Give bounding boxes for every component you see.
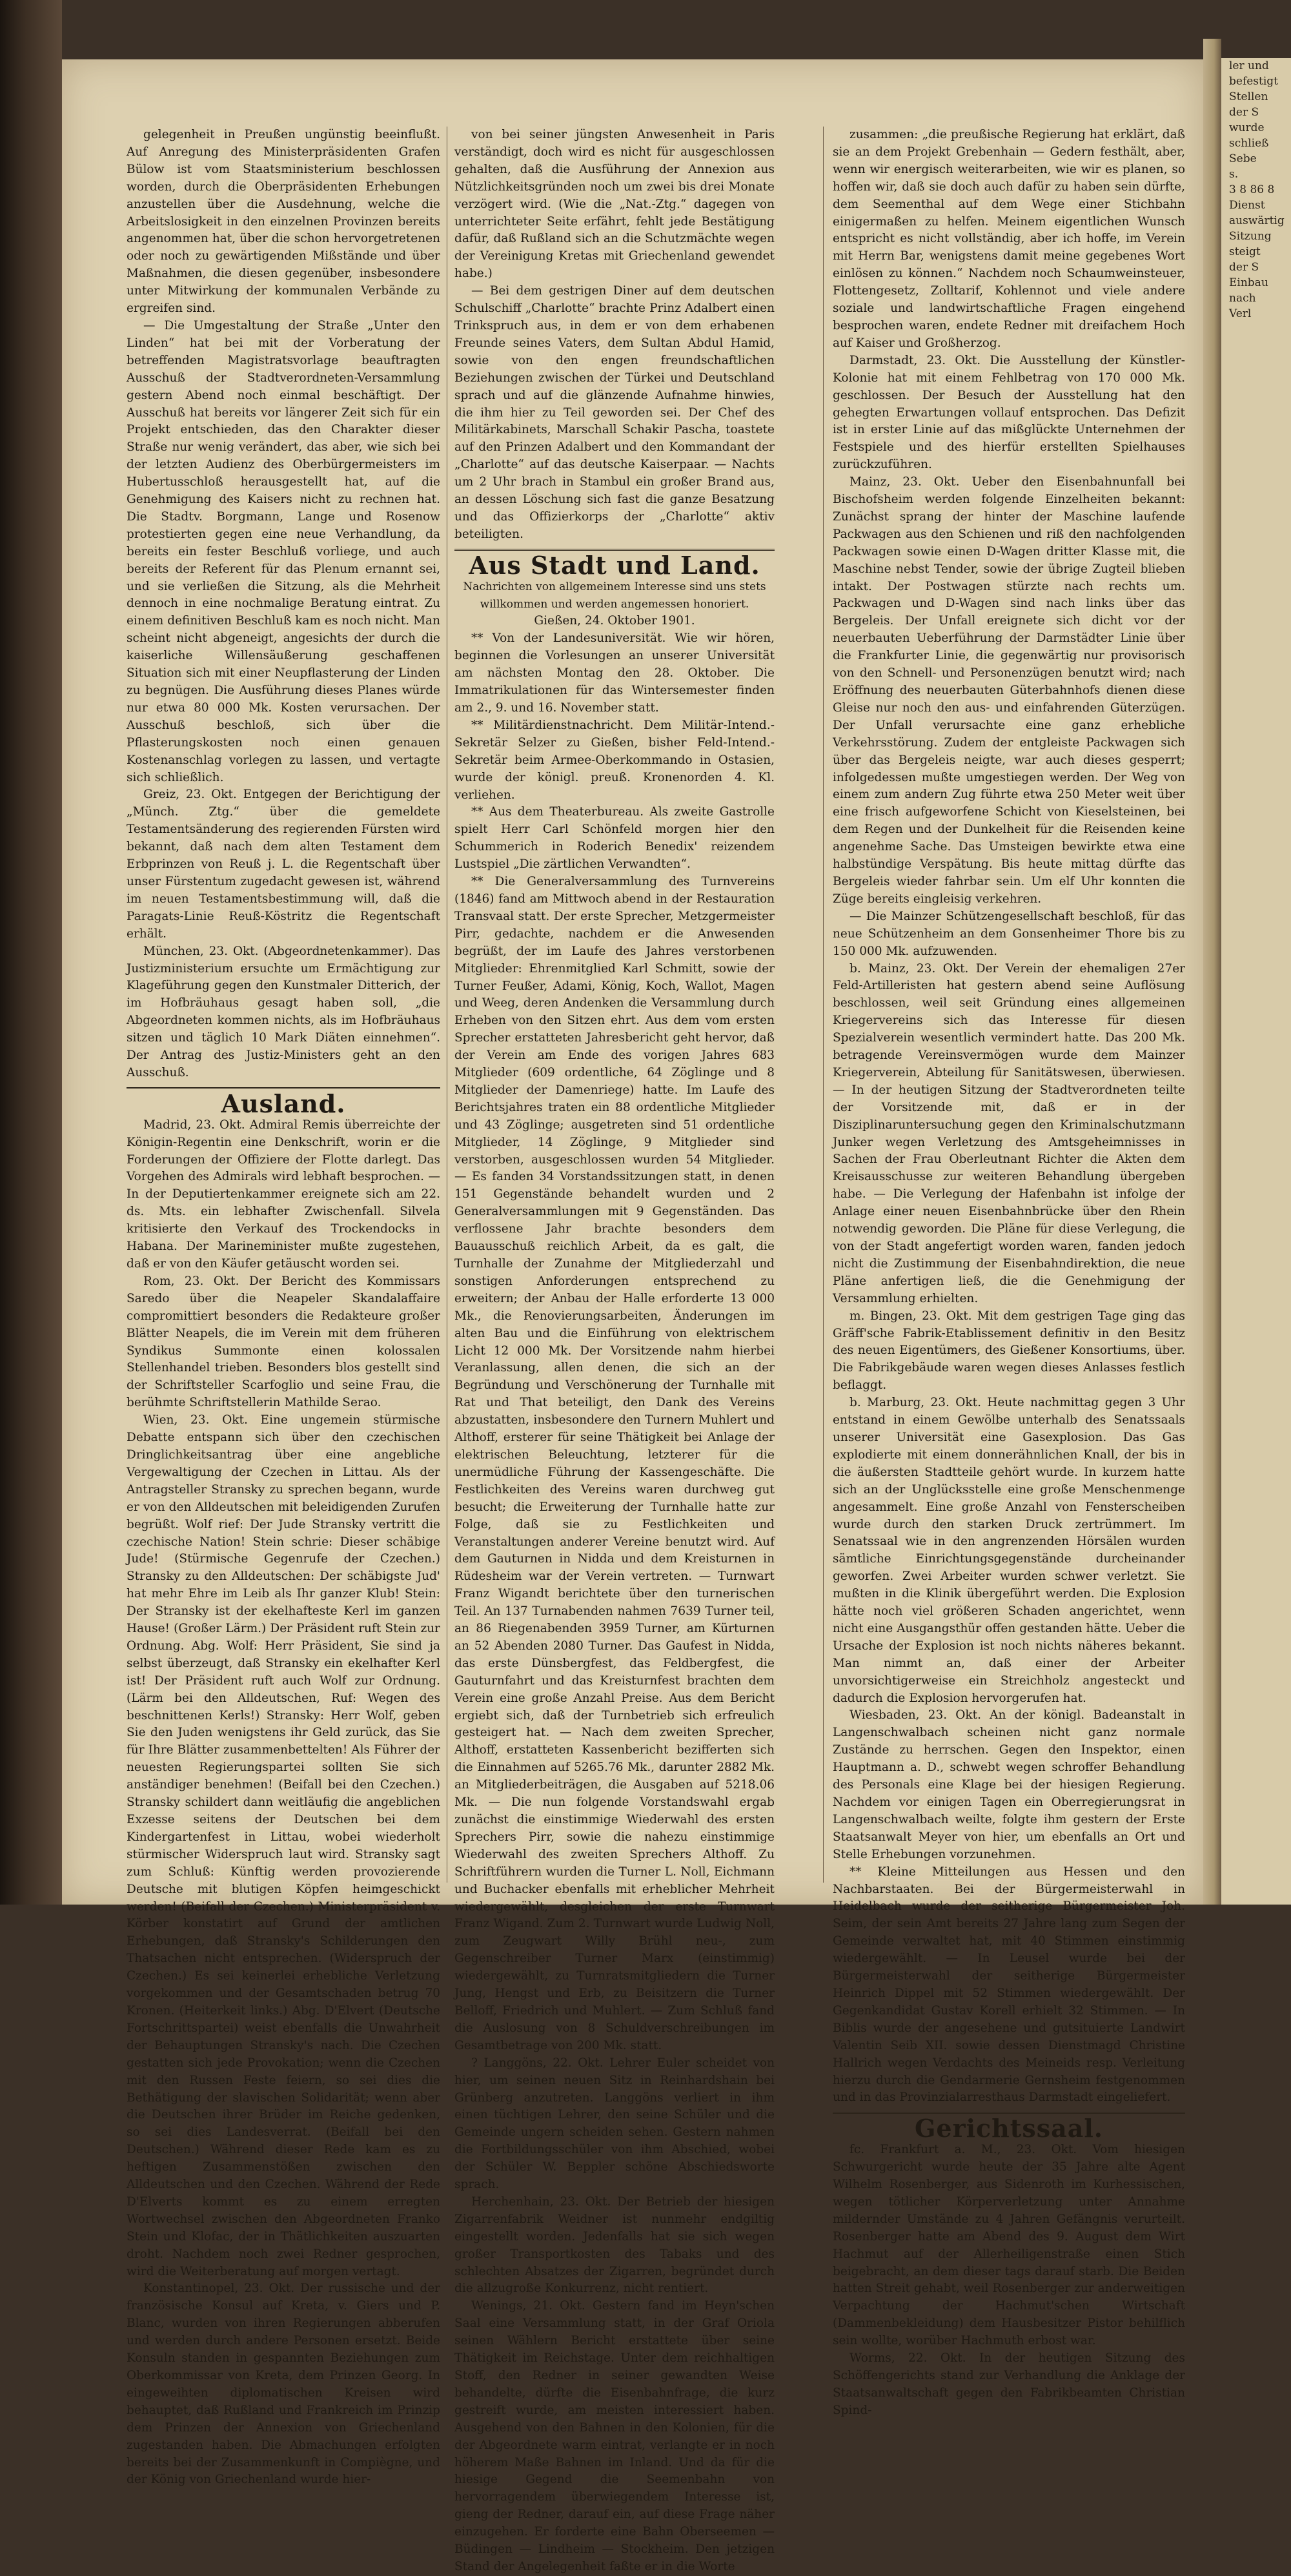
article-paragraph: Greiz, 23. Okt. Entgegen der Berichtigung der „Münch. Ztg.“ über die gemeldete Testamentsänderung des regierenden Fürsten wird bekannt, daß nach dem alten Testament dem Erbprinzen von Reuß j. L. die Regentschaft über unser Fürstentum zugedacht gewesen ist, während im neuen Testamentsbestimmung will, daß die Paragats-Linie Reuß-Köstritz die Regentschaft erhält. — [127, 788, 440, 941]
adjacent-page-line: Stellen — [1229, 90, 1268, 103]
article-paragraph: b. Marburg, 23. Okt. Heute nachmittag gegen 3 Uhr entstand in einem Gewölbe unterhalb des Senatssaals unserer Universität eine Gasexplosion. Das Gas explodierte mit einem donnerähnlichen Knall, der bis in die äußersten Stadtteile gehört wurde. In kurzem hatte sich an der Unglücksstelle eine große Menschenmenge angesammelt. Eine große Anzahl von Fensterscheiben wurde durch den starken Druck zertrümmert. Im Senatssaal wie in den angrenzenden Hörsälen wurden sämtliche Einrichtungsgegenstände durcheinander geworfen. Zwei Arbeiter wurden schwer verletzt. Sie mußten in die Klinik übergeführt werden. Die Explosion hätte noch viel größeren Schaden angerichtet, wenn nicht eine Ausgangsthür offen gestanden hätte. Ueber die Ursache der Explosion ist noch nichts näheres bekannt. Man nimmt an, daß einer der Arbeiter unvorsichtigerweise ein Streichholz angesteckt und dadurch die Explosion hervorgerufen hat. — [833, 1396, 1185, 1705]
article-paragraph: Wien, 23. Okt. Eine ungemein stürmische Debatte entspann sich über den czechischen Dringlichkeitsantrag über eine angebliche Vergewaltigung der Czechen in Littau. Als der Antragsteller Stransky zu sprechen begann, wurde er von den Alldeutschen mit beleidigenden Zurufen begrüßt. Wolf rief: Der Jude Stransky vertritt die czechische Nation! Stein schrie: Dieser schäbige Jude! (Stürmische Gegenrufe der Czechen.) Stransky zu den Alldeutschen: Der schäbigste Jud' hat mehr Ehre im Leib als Ihr ganzer Klub! Stein: Der Stransky ist der ekelhafteste Kerl im ganzen Hause! (Großer Lärm.) Der Präsident ruft Stein zur Ordnung. Abg. Wolf: Herr Präsident, Sie sind ja selbst überzeugt, daß Stransky ein ekelhafter Kerl ist! Der Präsident ruft auch Wolf zur Ordnung. (Lärm bei den Alldeutschen, Ruf: Wegen des beschnittenen Kerls!) Stransky: Herr Wolf, geben Sie den Juden wenigstens ihr Geld zurück, das Sie für Ihre Blätter zusammenbettelten! Als Führer der neuesten Regierungspartei sollten Sie sich anständiger benehmen! (Beifall bei den Czechen.) Stransky schildert dann weitläufig die angeblichen Exzesse seitens der Deutschen bei dem Kindergartenfest in Littau, wobei wiederholt stürmischer Widerspruch laut wird. Stransky sagt zum Schluß: Künftig werden provozierende Deutsche mit blutigen Köpfen heimgeschickt werden! (Beifall der Czechen.) Ministerpräsident v. Körber konstatirt auf Grund der amtlichen Erhebungen, daß Stransky's Schilderungen den Thatsachen nicht entsprechen. (Widerspruch der Czechen.) Es sei keinerlei erhebliche Verletzung vorgekommen und der Gesamtschaden betrug 70 Kronen. (Heiterkeit links.) Abg. D'Elvert (Deutsche Fortschrittspartei) weist ebenfalls die Unwahrheit der Behauptungen Stransky's nach. Die Czechen gestatten sich jede Provokation; wenn die Czechen mit den Russen Feste feiern, so sei dies die Bethätigung der slavischen Solidarität; wenn aber die Deutschen ihrer Brüder im Reiche gedenken, so sei dies Landesverrat. (Beifall bei den Deutschen.) Während dieser Rede kam es zu heftigen Zusammenstößen zwischen den Alldeutschen und den Czechen. Während der Rede D'Elverts kommt es zu einem erregten Wortwechsel zwischen den Abgeordneten Franko Stein und Klofac, der in Thätlichkeiten auszuarten droht. Nachdem noch zwei Redner gesprochen, wird die Weiterberatung auf morgen vertagt. — [127, 1413, 440, 2278]
adjacent-page-line: 3 8 86 8 — [1229, 183, 1275, 196]
article-paragraph: — Die Mainzer Schützengesellschaft beschloß, für das neue Schützenheim an dem Gonsenheimer Thore bis zu 150 000 Mk. aufzuwenden. — [833, 909, 1185, 958]
article-paragraph: ** Aus dem Theaterbureau. Als zweite Gastrolle spielt Herr Carl Schönfeld morgen hier den Schummerich in Roderich Benedix' reizendem Lustspiel „Die zärtlichen Verwandten“. — [454, 805, 775, 872]
article-paragraph: Worms, 22. Okt. In der heutigen Sitzung des Schöffengerichts stand zur Verhandlung die Anklage der Staatsanwaltschaft gegen den Fabrikbeamten Christian Spind- — [833, 2351, 1185, 2417]
article-paragraph: von bei seiner jüngsten Anwesenheit in Paris verständigt, doch wird es nicht für ausgeschlossen gehalten, daß die Ausführung der Annexion aus Nützlichkeitsgründen noch um zwei bis drei Monate verzögert wird. (Wie die „Nat.-Ztg.“ dagegen von unterrichteter Seite erfährt, fehlt jede Bestätigung dafür, daß Rußland sich an die Schutzmächte wegen der Vereinigung Kretas mit Griechenland gewendet habe.) — [454, 128, 775, 281]
article-paragraph: München, 23. Okt. (Abgeordnetenkammer). Das Justizministerium ersuchte um Ermächtigung zur Klageführung gegen den Kunstmaler Ditterich, der im Hofbräuhaus gesagt haben soll, „die Abgeordneten kommen nichts, als im Hofbräuhaus sitzen und täglich 10 Mark Diäten einnehmen“. Der Antrag des Justiz-Ministers geht an den Ausschuß. — [127, 944, 440, 1079]
section-heading-gerichtssaal: Gerichtssaal. — [914, 2114, 1104, 2143]
article-paragraph: ** Die Generalversammlung des Turnvereins (1846) fand am Mittwoch abend in der Restauration Transvaal statt. Der erste Sprecher, Metzgermeister Pirr, gedachte, nachdem er die Anwesenden begrüßt, der im Laufe des Jahres verstorbenen Mitglieder: Ehrenmitglied Karl Schmitt, sowie der Turner Feußer, Adami, König, Koch, Wallot, Magen und Weeg, deren Andenken die Versammlung durch Erheben von den Sitzen ehrt. Aus dem vom ersten Sprecher erstatteten Jahresbericht geht hervor, daß der Verein am Ende des vorigen Jahres 683 Mitglieder (609 ordentliche, 64 Zöglinge und 8 Mitglieder der Damenriege) hatte. Im Laufe des Berichtsjahres traten ein 88 ordentliche Mitglieder und 43 Zöglinge; ausgetreten sind 51 ordentliche Mitglieder, 14 Zöglinge, 9 Mitglieder sind verstorben, ausgeschlossen wurden 54 Mitglieder. — Es fanden 34 Vorstandssitzungen statt, in denen 151 Gegenstände behandelt wurden und 2 Generalversammlungen mit 9 Gegenständen. Das verflossene Jahr brachte besonders dem Bauausschuß reichlich Arbeit, da es galt, die Turnhalle der Zunahme der Mitgliederzahl und sonstigen Anforderungen entsprechend zu erweitern; der Anbau der Halle erforderte 13 000 Mk., die Renovierungsarbeiten, Änderungen im alten Bau und die Einführung von elektrischem Licht 12 000 Mk. Der Vorsitzende nahm hierbei Veranlassung, allen denen, die sich an der Begründung und Verschönerung der Turnhalle mit Rat und That beteiligt, den Dank des Vereins abzustatten, insbesondere den Turnern Muhlert und Althoff, ersterer für seine Thätigkeit bei Anlage der elektrischen Beleuchtung, letzterer für die unermüdliche Führung der Kassengeschäfte. Die Festlichkeiten des Vereins waren durchweg gut besucht; die Erweiterung der Turnhalle hatte zur Folge, daß sie zu Festlichkeiten und Veranstaltungen anderer Vereine benutzt wird. Auf dem Gauturnen in Nidda und dem Kreisturnen in Rüdesheim war der Verein vertreten. — Turnwart Franz Wigandt berichtete über den turnerischen Teil. An 137 Turnabenden nahmen 7639 Turner teil, an 86 Riegenabenden 3959 Turner, am Kürturnen an 52 Abenden 2080 Turner. Das Gaufest in Nidda, das erste Dünsbergfest, das Feldbergfest, die Gauturnfahrt und das Kreisturnfest brachten dem Verein eine große Anzahl Preise. Aus dem Bericht ergiebt sich, daß der Turnbetrieb sich erfreulich gesteigert hat. — Nach dem zweiten Sprecher, Althoff, erstatteten Kassenbericht bezifferten sich die Einnahmen auf 5265.76 Mk., darunter 2882 Mk. an Mitgliederbeiträgen, die Ausgaben auf 5218.06 Mk. — Die nun folgende Vorstandswahl ergab zunächst die einstimmige Wiederwahl des ersten Sprechers Pirr, sowie die nahezu einstimmige Wiederwahl des zweiten Sprechers Althoff. Zu Schriftführern wurden die Turner L. Noll, Eichmann und Buchacker ebenfalls mit erheblicher Mehrheit wiedergewählt, desgleichen der erste Turnwart Franz Wigand. Zum 2. Turnwart wurde Ludwig Noll, zum Zeugwart Willy Brühl neu-, zum Gegenschreiber Turner Marx (einstimmig) wiedergewählt, zu Turnratsmitgliedern die Turner Jung, Hengst und Erb, zu Beisitzern die Turner Belloff, Friedrich und Muhlert. — Zum Schluß fand die Auslosung von 8 Schuldverschreibungen im Gesamtbetrage von 200 Mk. statt. — [454, 875, 775, 2052]
adjacent-page-line: ler und — [1229, 59, 1269, 72]
article-paragraph: Konstantinopel, 23. Okt. Der russische und der französische Konsul auf Kreta, v. Giers und P. Blanc, wurden von ihren Regierungen abberufen und werden durch andere Personen ersetzt. Beide Konsuln standen in gespannten Beziehungen zum Oberkommissar von Kreta, dem Prinzen Georg. In eingeweihten diplomatischen Kreisen wird behauptet, daß Rußland und Frankreich im Prinzip dem Prinzen der Annexion von Griechenland zugestanden haben. Die Abmachungen erfolgten bereits bei der Zusammenkunft in Compiègne, und der König von Griechenland wurde hier- — [127, 2282, 440, 2487]
adjacent-page-line: Sebe — [1229, 152, 1257, 165]
adjacent-page-line: Dienst — [1229, 199, 1265, 212]
article-paragraph: Darmstadt, 23. Okt. Die Ausstellung der Künstler-Kolonie hat mit einem Fehlbetrag von 170 000 Mk. geschlossen. Der Besuch der Ausstellung hat den gehegten Erwartungen vollauf entsprochen. Das Defizit ist in erster Linie auf das mißglückte Unternehmen der Festspiele und des hierfür erstellten Spielhauses zurückzuführen. — [833, 353, 1185, 472]
section-heading-ausland: Ausland. — [221, 1089, 346, 1118]
page-edge — [1203, 39, 1221, 1905]
article-paragraph: Mainz, 23. Okt. Ueber den Eisenbahnunfall bei Bischofsheim werden folgende Einzelheiten bekannt: Zunächst sprang der hinter der Maschine laufende Packwagen aus den Schienen und riß den nachfolgenden Packwagen sowie einen D-Wagen dritter Klasse mit, die Maschine nebst Tender, sowie der übrige Zugteil blieben intakt. Der Postwagen stürzte nach rechts um. Packwagen und D-Wagen sind nach links über das Bergeleis. Der Unfall ereignete sich dicht vor der neuerbauten Ueberführung der Darmstädter Linie über die Frankfurter Linie, die gegenwärtig nur provisorisch von den Schnell- und Personenzügen benutzt wird; nach Eröffnung des neuerbauten Güterbahnhofs dienen diese Gleise nur noch den aus- und einfahrenden Güterzügen. Der Unfall verursachte eine ganz erhebliche Verkehrsstörung. Zudem der entgleiste Packwagen sich über das Bergeleis neigte, war auch dieses gesperrt; infolgedessen mußte umgestiegen werden. Der Weg von einem zum andern Zug führte etwa 250 Meter weit über eine frisch aufgeworfene Schicht von Kieselsteinen, bei dem Regen und der Dunkelheit für die Reisenden keine angenehme Sache. Das Umsteigen bewirkte etwa eine halbstündige Verspätung. Bis heute mittag dürfte das Bergeleis wieder fahrbar sein. Um elf Uhr konnten die Züge bereits eingleisig verkehren. — [833, 475, 1185, 906]
article-paragraph: — Die Umgestaltung der Straße „Unter den Linden“ hat bei mit der Vorberatung der betreffenden Magistratsvorlage beauftragten Ausschuß der Stadtverordneten-Versammlung gestern Abend noch einmal beschäftigt. Der Ausschuß hat bereits vor längerer Zeit sich für ein Projekt entschieden, das den Charakter dieser Straße nur wenig verändert, das aber, wie sich bei der letzten Audienz des Oberbürgermeisters im Hubertusschloß herausgestellt hat, auf die Genehmigung des Kaisers nicht zu rechnen hat. Die Stadtv. Borgmann, Lange und Rosenow protestierten gegen eine neue Verhandlung, da bereits ein fester Beschluß vorliege, und auch bereits der Referent für das Plenum ernannt sei, und sie verließen die Sitzung, als die Mehrheit dennoch in eine nochmalige Beratung eintrat. Zu einem definitiven Beschluß kam es noch nicht. Man scheint nicht abgeneigt, angesichts der durch die kaiserliche Willensäußerung geschaffenen Situation sich mit einer Neupflasterung der Linden zu begnügen. Die Ausführung dieses Planes würde nur etwa 80 000 Mk. Kosten verursachen. Der Ausschuß beschloß, sich über die Pflasterungskosten noch einen genauen Kostenanschlag vorlegen zu lassen, und vertagte sich schließlich. — [127, 318, 440, 784]
article-paragraph: Herchenhain, 23. Okt. Der Betrieb der hiesigen Zigarrenfabrik Weidner ist nunmehr endgiltig eingestellt worden. Jedenfalls hat sie sich wegen großer Transportkosten des Tabaks und des schlechten Absatzes der Zigarren, begründet durch die allzugroße Konkurrenz, nicht rentiert. — [454, 2194, 775, 2296]
adjacent-page-line: wurde — [1229, 121, 1265, 134]
column-1 — [127, 127, 440, 2489]
article-paragraph: ** Militärdienstnachricht. Dem Militär-Intend.-Sekretär Selzer zu Gießen, bisher Feld-Intend.-Sekretär beim Armee-Oberkommando in Ostasien, wurde der königl. preuß. Kronenorden 4. Kl. verliehen. — [454, 718, 775, 802]
article-paragraph: m. Bingen, 23. Okt. Mit dem gestrigen Tage ging das Gräff'sche Fabrik-Etablissement definitiv in den Besitz des neuen Eigentümers, des Gießener Konsortiums, über. Die Fabrikgebäude waren wegen dieses Anlasses festlich beflaggt. — [833, 1309, 1185, 1393]
article-paragraph: zusammen: „die preußische Regierung hat erklärt, daß sie an dem Projekt Grebenhain — Gedern festhält, aber, wenn wir energisch weiterarbeiten, wie wir es planen, so hoffen wir, daß sie doch auch dafür zu haben sein dürfte, dem Seementhal auf dem Wege einer Stichbahn einigermaßen zu helfen. Meinem eigentlichen Wunsch entspricht es nicht vollständig, aber ich hoffe, im Verein mit Herrn Bar, wenigstens damit meine gegebenes Wort einlösen zu können.“ Nachdem noch Schaumweinsteuer, Flottengesetz, Zolltarif, Kohlennot und viele andere soziale und landwirtschaftliche Fragen eingehend besprochen waren, endete Redner mit dreifachem Hoch auf Kaiser und Großherzog. — [833, 128, 1185, 350]
adjacent-page-line: der S — [1229, 106, 1259, 119]
article-paragraph: Wenings, 21. Okt. Gestern fand im Heyn'schen Saal eine Versammlung statt, in der Graf Oriola seinen Wählern Bericht erstattete über seine Thätigkeit im Reichstage. Unter dem reichhaltigen Stoff, den Redner in seiner gewandten Weise behandelte, dürfte die Eisenbahnfrage, die kurz gestreift wurde, am meisten interessiert haben. Ausgehend von den Bahnen in den Kolonien, für die der Abgeordnete warm eintrat, verlangte er in noch höherem Maße Bahnen im Inland. Und da für die hiesige Gegend die Seemenbahn von hervorragendem überwiegendem Interesse ist, gieng der Redner, darauf ein, auf diese Frage näher einzugehen. Er forderte eine Bahn Oberseemen — Büdingen — Lindheim — Stockheim. Den jetzigen Stand der Angelegenheit faßte er in die Worte — [454, 2299, 775, 2573]
adjacent-page-line: auswärtig — [1229, 214, 1285, 227]
book-spine — [0, 0, 62, 1905]
article-paragraph: b. Mainz, 23. Okt. Der Verein der ehemaligen 27er Feld-Artilleristen hat gestern abend seine Auflösung beschlossen, weil seit Gründung eines allgemeinen Kriegervereins sich das Interesse für diesen Spezialverein wesentlich vermindert hatte. Das 200 Mk. betragende Vereinsvermögen wurde dem Mainzer Kriegerverein, Abteilung für Sanitätswesen, überwiesen. — In der heutigen Sitzung der Stadtverordneten teilte der Vorsitzende mit, daß er in der Disziplinaruntersuchung gegen den Kriminalschutzmann Junker wegen Verletzung des Amtsgeheimnisses in Sachen der Frau Oberleutnant Richter die Akten dem Kreisausschusse zur weiteren Behandlung übergeben habe. — Die Verlegung der Hafenbahn ist infolge der Anlage einer neuen Eisenbahnbrücke über den Rhein notwendig geworden. Die Pläne für diese Verlegung, die von der Stadt angefertigt worden waren, fanden jedoch nicht die Zustimmung der Eisenbahndirektion, die neue Pläne anfertigen ließ, die die Genehmigung der Versammlung erhielten. — [833, 961, 1185, 1305]
column-3 — [833, 127, 1185, 2420]
article-paragraph: — Bei dem gestrigen Diner auf dem deutschen Schulschiff „Charlotte“ brachte Prinz Adalbert einen Trinkspruch aus, in dem er von dem erhabenen Freunde seines Vaters, dem Sultan Abdul Hamid, sowie von den engen freundschaftlichen Beziehungen zwischen der Türkei und Deutschland sprach und auf die glänzende Aufnahme hinwies, die ihm hier zu Teil geworden sei. Der Chef des Militärkabinets, Marschall Schakir Pascha, toastete auf den Prinzen Adalbert und den Kommandant der „Charlotte“ auf das deutsche Kaiserpaar. — Nachts um 2 Uhr brach in Stambul ein großer Brand aus, an dessen Löschung sich fast die ganze Besatzung und das Offizierkorps der „Charlotte“ aktiv beteiligten. — [454, 284, 775, 541]
dateline: Gießen, 24. Oktober 1901. — [534, 614, 695, 628]
article-paragraph: fc. Frankfurt a. M., 23. Okt. Vom hiesigen Schwurgericht wurde heute der 35 Jahre alte Agent Wilhelm Rosenberger, aus Sidenroth im Kurhessischen, wegen tötlicher Körperverletzung unter Annahme mildernder Umstände zu 4 Jahren Gefängnis verurteilt. Rosenberger hatte am Abend des 9. August dem Wirt Hachmut auf der Allerheiligenstraße einen Stich beigebracht, an dem dieser tags darauf starb. Die Beiden hatten Streit gehabt, weil Rosenberger zur anderweitigen Verpachtung der Hachmut'schen Wirtschaft (Dammenbekleidung) dem Hausbesitzer Pistor behilflich sein wollte, worüber Hachmuth erbost war. — [833, 2143, 1185, 2348]
adjacent-page-line: steigt — [1229, 245, 1261, 258]
article-paragraph: Wiesbaden, 23. Okt. An der königl. Badeanstalt in Langenschwalbach scheinen nicht ganz normale Zustände zu herrschen. Gegen den Inspektor, einen Hauptmann a. D., schwebt wegen schroffer Behandlung des Personals eine Klage bei der hiesigen Regierung. Nachdem vor einigen Tagen ein Oberregierungsrat in Langenschwalbach weilte, folgte ihm gestern der Erste Staatsanwalt Meyer von hier, um ebenfalls an Ort und Stelle Erhebungen vorzunehmen. — [833, 1708, 1185, 1861]
adjacent-page-line: der S — [1229, 261, 1259, 274]
article-paragraph: ** Kleine Mitteilungen aus Hessen und den Nachbarstaaten. Bei der Bürgermeisterwahl in Heidelbach wurde der seitherige Bürgermeister Joh. Seim, der sein Amt bereits 27 Jahre lang zum Segen der Gemeinde verwaltet hat, mit 40 Stimmen einstimmig wiedergewählt. — In Leusel wurde bei der Bürgermeisterwahl der seitherige Bürgermeister Heinrich Dippel mit 52 Stimmen wiedergewählt. Der Gegenkandidat Gustav Korell erhielt 32 Stimmen. — In Biblis wurde der angesehene und gutsituierte Landwirt Valentin Seib XII. sowie dessen Dienstmagd Christine Hallrich wegen Verdachts des Meineids resp. Verleitung hierzu durch die Gendarmerie Gernsheim festgenommen und in das Provinzialarresthaus Darmstadt eingeliefert. — [833, 1865, 1185, 2105]
section-rule — [833, 2112, 1185, 2114]
adjacent-page-line: Einbau — [1229, 276, 1268, 289]
adjacent-page-line: Verl — [1229, 307, 1252, 320]
article-paragraph: Madrid, 23. Okt. Admiral Remis überreichte der Königin-Regentin eine Denkschrift, worin er die Forderungen der Offiziere der Flotte darlegt. Das Vorgehen des Admirals wird lebhaft besprochen. — In der Deputiertenkammer ereignete sich am 22. ds. Mts. ein lebhafter Zwischenfall. Silvela kritisierte den Verkauf des Trockendocks in Habana. Der Marineminister mußte zugestehen, daß er von den Käufer getäuscht worden sei. — [127, 1118, 440, 1271]
section-subheading: Nachrichten von allgemeinem Interesse sind uns stets willkommen und werden angemessen honoriert. — [463, 580, 766, 611]
article-paragraph: Rom, 23. Okt. Der Bericht des Kommissars Saredo über die Neapeler Skandalaffaire compromittiert besonders die Redakteure großer Blätter Neapels, die im Verein mit dem früheren Syndikus Summonte einen kolossalen Stellenhandel trieben. Besonders blos gestellt sind der Schriftsteller Scarfoglio und seine Frau, die berühmte Schriftstellerin Mathilde Serao. — [127, 1274, 440, 1410]
article-paragraph: gelegenheit in Preußen ungünstig beeinflußt. Auf Anregung des Ministerpräsidenten Grafen Bülow ist vom Staatsministerium beschlossen worden, durch die Oberpräsidenten Erhebungen anzustellen über die Ausdehnung, welche die Arbeitslosigkeit in den einzelnen Provinzen bereits angenommen hat, über die schon hervorgetretenen oder noch zu gewärtigenden Mißstände und über Maßnahmen, die diesen gegenüber, insbesondere unter Mitwirkung der kommunalen Verbände zu ergreifen sind. — [127, 128, 440, 316]
adjacent-page-fragment — [1221, 58, 1291, 1905]
adjacent-page-line: schließ — [1229, 137, 1269, 150]
article-paragraph: ? Langgöns, 22. Okt. Lehrer Euler scheidet von hier, um seinen neuen Sitz in Reinhardshain bei Grünberg anzutreten. Langgöns verliert in ihm einen tüchtigen Lehrer, den seine Schüler und die Gemeinde ungern scheiden sehen. Gestern nahmen die Fortbildungsschüler von ihm Abschied, wobei der Schüler W. Beppler schöne Abschiedsworte sprach. — [454, 2056, 775, 2192]
adjacent-page-line: befestigt — [1229, 75, 1279, 88]
section-heading-stadt-und-land: Aus Stadt und Land. — [469, 550, 760, 580]
article-paragraph: ** Von der Landesuniversität. Wie wir hören, beginnen die Vorlesungen an unserer Universität am nächsten Montag den 28. Oktober. Die Immatrikulationen für das Wintersemester finden am 2., 9. und 16. November statt. — [454, 631, 775, 715]
adjacent-page-line: Sitzung — [1229, 230, 1272, 243]
adjacent-page-line: nach — [1229, 292, 1256, 305]
adjacent-page-line: s. — [1229, 168, 1239, 181]
column-2 — [454, 127, 775, 2576]
column-divider — [823, 127, 824, 1883]
